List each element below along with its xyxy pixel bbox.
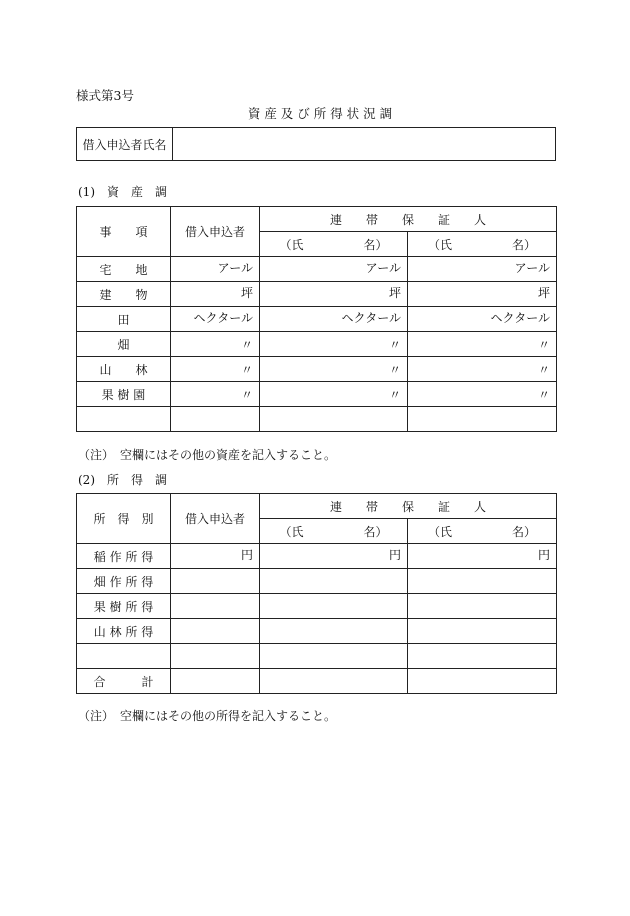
guarantor2-cell[interactable]	[408, 644, 557, 669]
guarantor1-cell[interactable]: 円	[260, 544, 408, 569]
assets-guarantor-name-2: （氏 名）	[408, 232, 557, 257]
applicant-cell[interactable]: アール	[171, 257, 260, 282]
guarantor2-cell[interactable]	[408, 619, 557, 644]
assets-guarantor-header: 連 帯 保 証 人	[260, 207, 557, 232]
income-applicant-header: 借入申込者	[171, 494, 260, 544]
applicant-cell[interactable]: 〃	[171, 382, 260, 407]
table-row	[77, 257, 557, 282]
guarantor1-cell[interactable]: ヘクタール	[260, 307, 408, 332]
applicant-cell[interactable]	[171, 669, 260, 694]
income-note: （注） 空欄にはその他の所得を記入すること。	[78, 709, 337, 723]
applicant-cell[interactable]: 〃	[171, 357, 260, 382]
guarantor2-cell[interactable]	[408, 594, 557, 619]
row-label: 田	[77, 307, 171, 332]
applicant-cell[interactable]	[171, 594, 260, 619]
guarantor2-cell[interactable]	[408, 669, 557, 694]
guarantor1-cell[interactable]	[260, 669, 408, 694]
table-row	[77, 357, 557, 382]
row-label: 果 樹 園	[77, 382, 171, 407]
table-row	[77, 644, 557, 669]
table-row	[77, 282, 557, 307]
row-label: 果 樹 所 得	[77, 594, 171, 619]
income-table	[76, 493, 557, 694]
table-row	[77, 594, 557, 619]
row-label: 畑	[77, 332, 171, 357]
guarantor2-cell[interactable]	[408, 569, 557, 594]
table-row	[77, 407, 557, 432]
income-item-header: 所 得 別	[77, 494, 171, 544]
guarantor2-cell[interactable]: 円	[408, 544, 557, 569]
guarantor1-cell[interactable]	[260, 407, 408, 432]
guarantor2-cell[interactable]: 坪	[408, 282, 557, 307]
row-label: 建 物	[77, 282, 171, 307]
applicant-cell[interactable]: 円	[171, 544, 260, 569]
row-label: 山 林 所 得	[77, 619, 171, 644]
income-guarantor-header: 連 帯 保 証 人	[260, 494, 557, 519]
guarantor1-cell[interactable]	[260, 644, 408, 669]
income-guarantor-name-1: （氏 名）	[260, 519, 408, 544]
table-row	[77, 332, 557, 357]
table-row	[77, 569, 557, 594]
row-label: 稲 作 所 得	[77, 544, 171, 569]
page-title: 資 産 及 び 所 得 状 況 調	[247, 106, 393, 121]
guarantor1-cell[interactable]	[260, 619, 408, 644]
table-row	[77, 544, 557, 569]
guarantor1-cell[interactable]: 坪	[260, 282, 408, 307]
assets-item-header: 事 項	[77, 207, 171, 257]
guarantor1-cell[interactable]: 〃	[260, 382, 408, 407]
form-number: 様式第3号	[76, 88, 134, 103]
applicant-cell[interactable]	[171, 569, 260, 594]
table-row	[77, 669, 557, 694]
row-label: 山 林	[77, 357, 171, 382]
guarantor2-cell[interactable]: 〃	[408, 382, 557, 407]
row-label[interactable]	[77, 644, 171, 669]
assets-note: （注） 空欄にはその他の資産を記入すること。	[78, 448, 337, 462]
applicant-cell[interactable]	[171, 407, 260, 432]
guarantor1-cell[interactable]: 〃	[260, 357, 408, 382]
applicant-cell[interactable]	[171, 619, 260, 644]
guarantor2-cell[interactable]: 〃	[408, 332, 557, 357]
guarantor2-cell[interactable]: ヘクタール	[408, 307, 557, 332]
assets-heading: (1) 資 産 調	[78, 185, 167, 199]
guarantor1-cell[interactable]	[260, 594, 408, 619]
income-heading: (2) 所 得 調	[78, 473, 167, 487]
income-guarantor-name-2: （氏 名）	[408, 519, 557, 544]
applicant-cell[interactable]: ヘクタール	[171, 307, 260, 332]
assets-table	[76, 206, 557, 432]
applicant-name-field[interactable]	[173, 128, 556, 161]
guarantor2-cell[interactable]	[408, 407, 557, 432]
row-label[interactable]	[77, 407, 171, 432]
assets-applicant-header: 借入申込者	[171, 207, 260, 257]
applicant-cell[interactable]: 坪	[171, 282, 260, 307]
guarantor1-cell[interactable]: 〃	[260, 332, 408, 357]
applicant-cell[interactable]	[171, 644, 260, 669]
table-row	[77, 307, 557, 332]
guarantor2-cell[interactable]: 〃	[408, 357, 557, 382]
guarantor1-cell[interactable]	[260, 569, 408, 594]
total-label: 合 計	[77, 669, 171, 694]
row-label: 宅 地	[77, 257, 171, 282]
applicant-name-table	[76, 127, 556, 161]
assets-guarantor-name-1: （氏 名）	[260, 232, 408, 257]
table-row	[77, 382, 557, 407]
guarantor1-cell[interactable]: アール	[260, 257, 408, 282]
applicant-cell[interactable]: 〃	[171, 332, 260, 357]
table-row	[77, 619, 557, 644]
row-label: 畑 作 所 得	[77, 569, 171, 594]
applicant-name-label: 借入申込者氏名	[77, 128, 173, 161]
guarantor2-cell[interactable]: アール	[408, 257, 557, 282]
